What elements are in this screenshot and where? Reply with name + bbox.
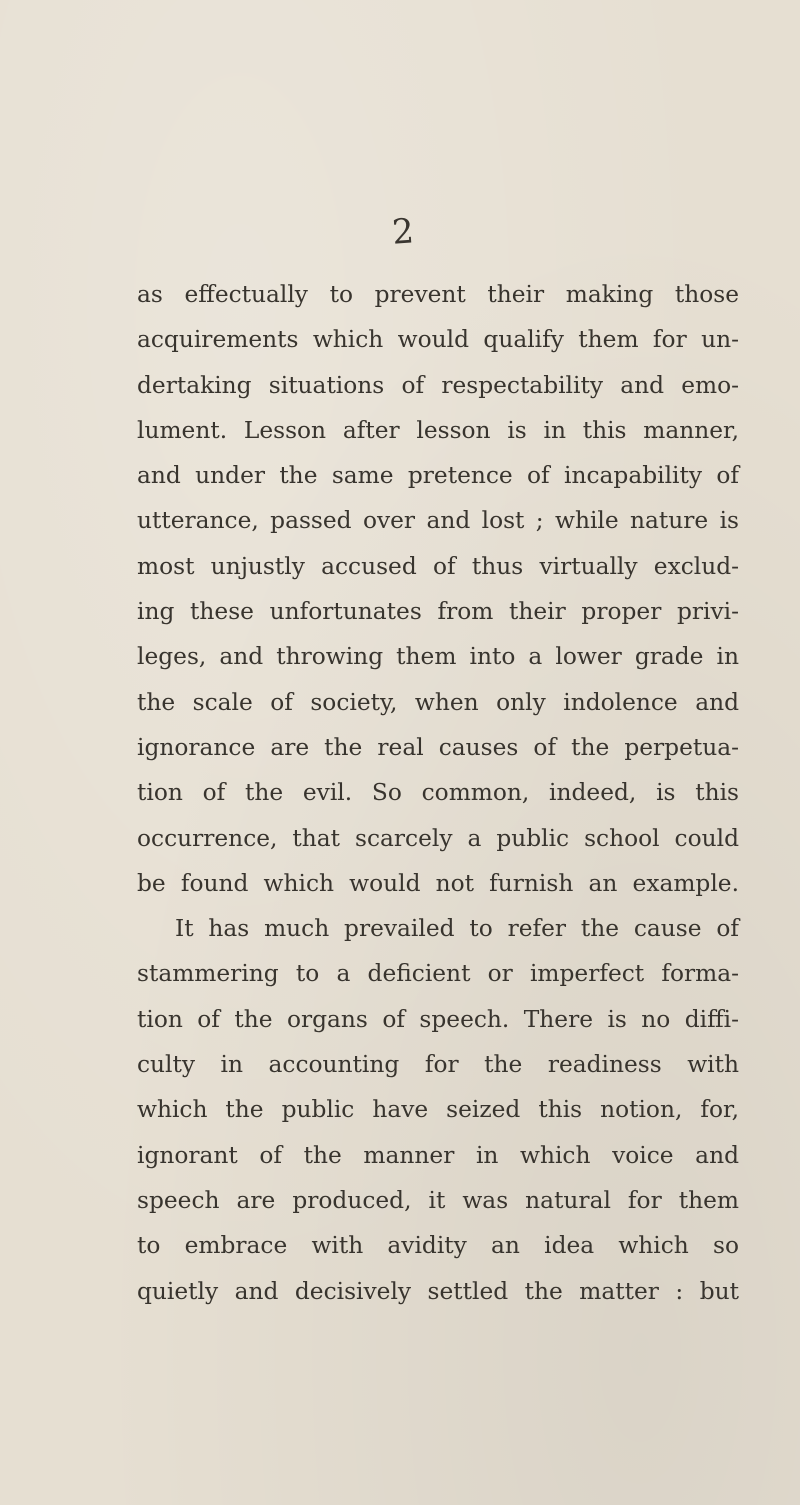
text-line: the scale of society, when only indolence and [137, 688, 739, 716]
text-line: ignorance are the real causes of the perpetua- [137, 733, 739, 761]
text-line: to embrace with avidity an idea which so [137, 1232, 739, 1260]
text-line: occurrence, that scarcely a public school could [137, 824, 739, 852]
text-line: culty in accounting for the readiness with [137, 1051, 739, 1079]
text-line: It has much prevailed to refer the cause of [175, 915, 739, 943]
text-line: quietly and decisively settled the matter : but [137, 1277, 739, 1305]
text-line: tion of the evil. So common, indeed, is this [137, 779, 739, 807]
body-text [137, 272, 739, 1314]
text-line: be found which would not furnish an example. [137, 869, 739, 897]
text-line: dertaking situations of respectability and emo- [137, 371, 739, 399]
page-number: 2 [390, 211, 416, 253]
text-line: lument. Lesson after lesson is in this manner, [137, 416, 739, 444]
text-line: ing these unfortunates from their proper privi- [137, 598, 739, 626]
text-line: acquirements which would qualify them for un- [137, 326, 739, 354]
text-line: speech are produced, it was natural for them [137, 1186, 739, 1214]
text-line: stammering to a deficient or imperfect forma- [137, 960, 739, 988]
text-line: leges, and throwing them into a lower grade in [137, 643, 739, 671]
text-line: as effectually to prevent their making those [137, 281, 739, 308]
text-line: tion of the organs of speech. There is no diffi- [137, 1005, 739, 1033]
text-line: most unjustly accused of thus virtually exclud- [137, 552, 739, 580]
text-line: ignorant of the manner in which voice and [137, 1141, 739, 1169]
text-line: utterance, passed over and lost ; while nature is [137, 507, 739, 535]
text-line: and under the same pretence of incapability of [137, 462, 739, 490]
text-line: which the public have seized this notion, for, [137, 1096, 739, 1124]
